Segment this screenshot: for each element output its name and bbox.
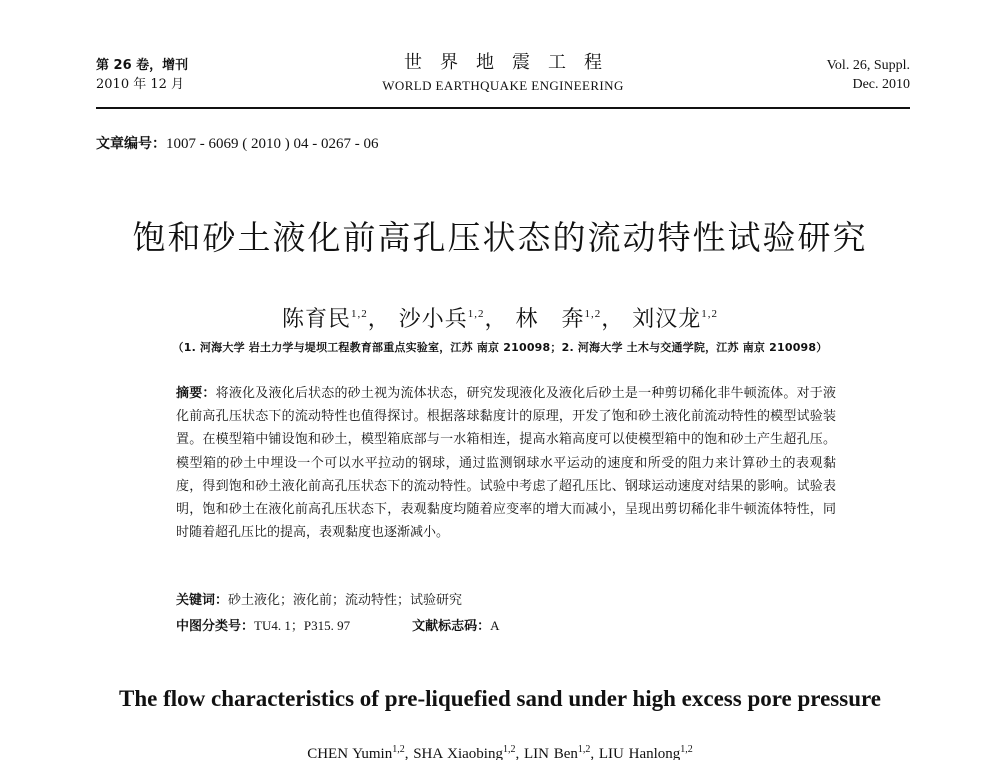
volume-info-en (827, 56, 910, 94)
journal-name (96, 50, 910, 96)
authors-en (0, 744, 1000, 760)
header-divider (96, 107, 910, 109)
volume-issue: 第 26 卷，增刊 (96, 58, 189, 73)
journal-header (96, 50, 910, 100)
author-en: LIU Hanlong$^{1,2}$ (598, 744, 693, 760)
publication-date-en: Dec. 2010 (852, 77, 910, 92)
keywords-cn (176, 589, 462, 608)
journal-name-cn: 世界地震工程 (404, 52, 620, 73)
authors-cn (0, 302, 1000, 333)
author-cn: 陈育民$^{1,2}$， (281, 307, 391, 332)
doc-code-value: A (490, 618, 500, 633)
article-number-label: 文章编号： (96, 136, 166, 152)
author-en: LIN Ben$^{1,2}$, (523, 744, 599, 760)
abstract-label: 摘要： (176, 386, 216, 401)
title-en: The flow characteristics of pre-liquefied sand under high excess pore pressure (119, 686, 881, 711)
journal-name-en: WORLD EARTHQUAKE ENGINEERING (382, 78, 624, 93)
classification (176, 615, 499, 634)
author-cn: 林 奔$^{1,2}$， (515, 307, 625, 332)
abstract-cn (176, 382, 836, 544)
author-en: CHEN Yumin$^{1,2}$, (307, 744, 414, 760)
author-en: SHA Xiaobing$^{1,2}$, (413, 744, 524, 760)
abstract-text: 将液化及液化后状态的砂土视为流体状态，研究发现液化及液化后砂土是一种剪切稀化非牛顿流体。对于液化前高孔压状态下的流动特性也值得探讨。根据落球黏度计的原理，开发了饱和砂土液化前流动特性的模型试验装置。在模型箱中铺设饱和砂土，模型箱底部与一水箱相连，提高水箱高度可以使模型箱中的饱和砂土产生超孔压。模型箱的砂土中埋设一个可以水平拉动的钢球，通过监测钢球水平运动的速度和所受的阻力来计算砂土的表观黏度，得到饱和砂土液化前高孔压状态下的流动特性。试验中考虑了超孔压比、钢球运动速度对结果的影响。试验表明，饱和砂土在液化前高孔压状态下，表观黏度均随着应变率的增大而减小，呈现出剪切稀化非牛顿流体特性，同时随着超孔压比的提高，表观黏度也逐渐减小。 (176, 386, 836, 541)
article-number-value: 1007 - 6069 ( 2010 ) 04 - 0267 - 06 (166, 136, 379, 152)
clc-value: TU4. 1；P315. 97 (254, 618, 351, 633)
keywords-text: 砂土液化；液化前；流动特性；试验研究 (228, 593, 463, 608)
title-cn: 饱和砂土液化前高孔压状态的流动特性试验研究 (132, 218, 868, 257)
author-cn: 刘汉龙$^{1,2}$ (632, 307, 719, 332)
publication-date: 2010 年 12 月 (96, 77, 185, 92)
affiliation-cn: （1. 河海大学 岩土力学与堤坝工程教育部重点实验室，江苏 南京 210098；2. 河海大学 土木与交通学院，江苏 南京 210098） (172, 341, 828, 354)
author-cn: 沙小兵$^{1,2}$， (398, 307, 508, 332)
clc-label: 中图分类号： (176, 619, 255, 634)
article-number (96, 133, 378, 153)
doc-code-label: 文献标志码： (412, 619, 491, 634)
volume-issue-en: Vol. 26, Suppl. (826, 58, 910, 73)
keywords-label: 关键词： (176, 593, 229, 608)
